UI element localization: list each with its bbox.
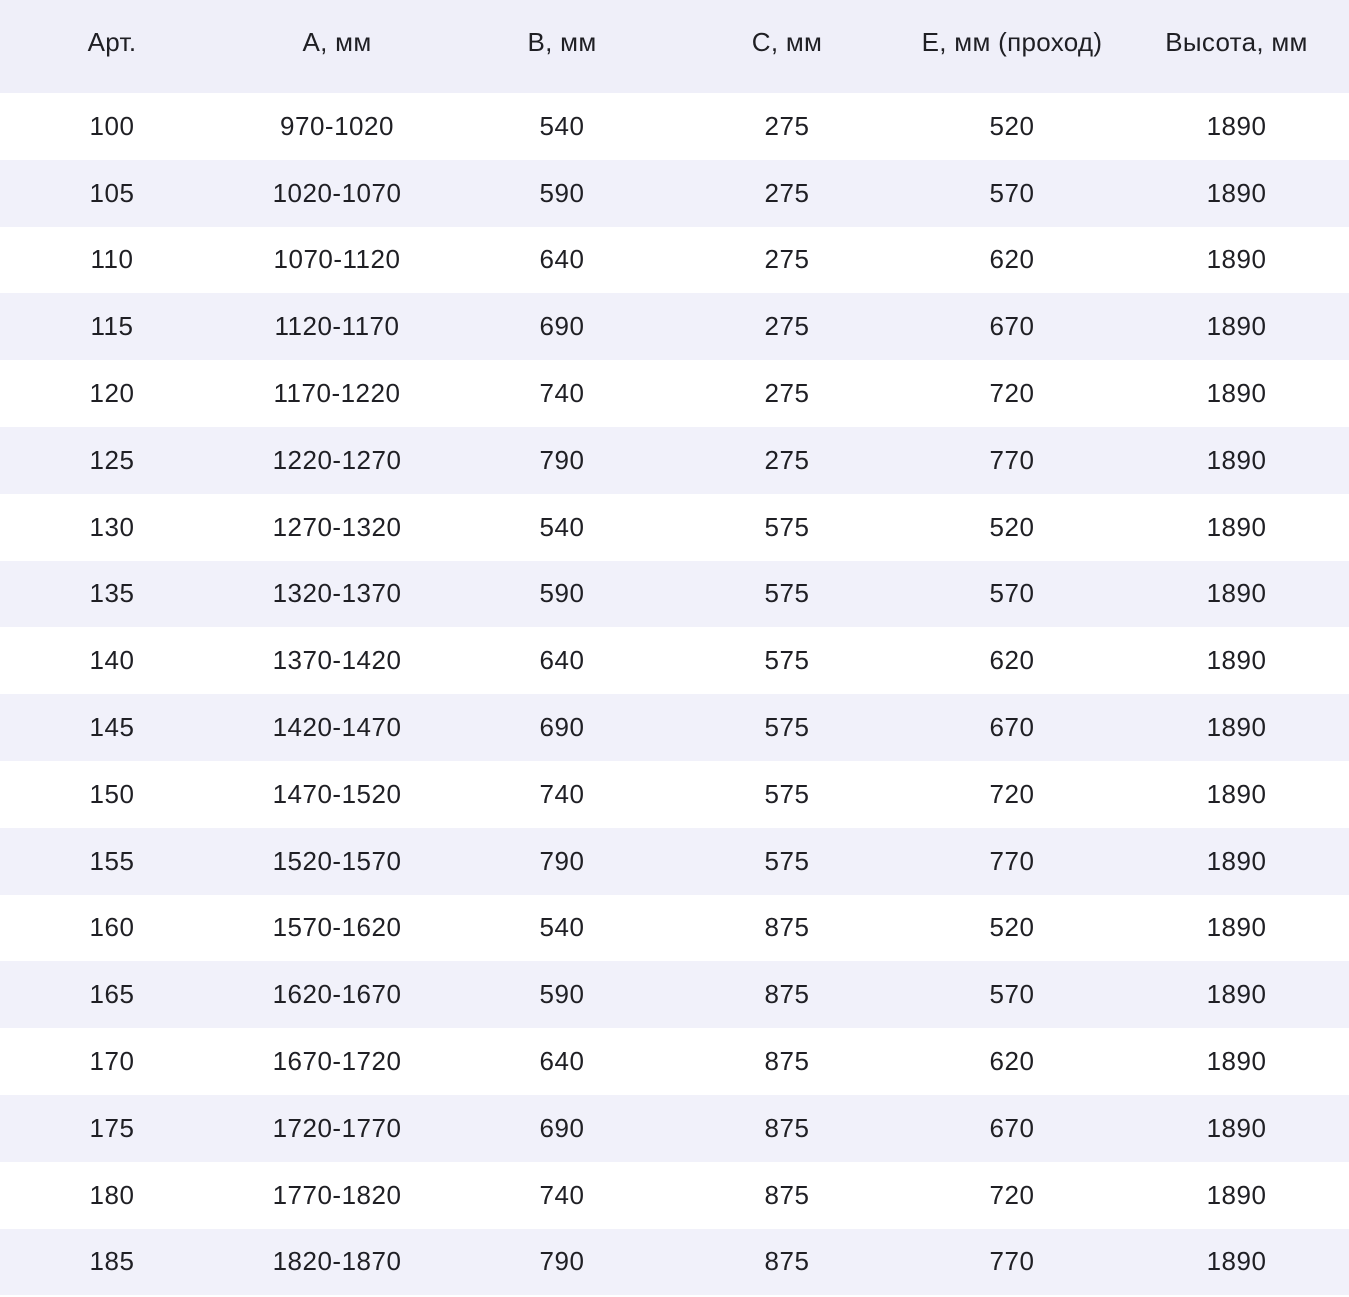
table-row	[0, 561, 1349, 628]
cell-a-mm: 1320-1370	[272, 578, 402, 609]
header-article: Арт.	[87, 26, 137, 57]
table-row	[0, 1028, 1349, 1095]
cell-height-mm: 1890	[1206, 177, 1267, 208]
cell-e-mm: 720	[989, 1179, 1035, 1210]
cell-article: 115	[90, 311, 134, 342]
cell-e-mm: 620	[989, 645, 1035, 676]
table-row	[0, 160, 1349, 227]
table-row	[0, 293, 1349, 360]
table-row	[0, 1095, 1349, 1162]
cell-a-mm: 1770-1820	[272, 1179, 402, 1210]
cell-e-mm: 520	[989, 511, 1035, 542]
table-row	[0, 427, 1349, 494]
cell-article: 130	[89, 511, 135, 542]
cell-b-mm: 540	[539, 110, 585, 141]
cell-e-mm: 670	[989, 1112, 1035, 1143]
cell-a-mm: 1720-1770	[272, 1112, 402, 1143]
table-row	[0, 494, 1349, 561]
cell-height-mm: 1890	[1206, 511, 1267, 542]
table-row	[0, 1162, 1349, 1229]
cell-height-mm: 1890	[1206, 979, 1267, 1010]
cell-height-mm: 1890	[1206, 712, 1267, 743]
cell-a-mm: 1620-1670	[272, 979, 402, 1010]
cell-article: 140	[89, 645, 135, 676]
cell-article: 160	[89, 912, 135, 943]
cell-b-mm: 740	[539, 1179, 585, 1210]
cell-article: 185	[89, 1246, 135, 1277]
cell-b-mm: 640	[539, 1046, 585, 1077]
cell-article: 150	[89, 778, 135, 809]
table-row	[0, 227, 1349, 294]
cell-b-mm: 590	[539, 979, 585, 1010]
cell-c-mm: 575	[764, 645, 810, 676]
cell-a-mm: 970-1020	[280, 110, 394, 141]
cell-c-mm: 275	[764, 110, 810, 141]
header-e-mm-passage: Е, мм (проход)	[921, 26, 1103, 57]
cell-b-mm: 790	[539, 1246, 585, 1277]
cell-e-mm: 570	[989, 979, 1035, 1010]
cell-height-mm: 1890	[1206, 1046, 1267, 1077]
cell-a-mm: 1370-1420	[272, 645, 402, 676]
cell-article: 175	[89, 1112, 135, 1143]
cell-a-mm: 1070-1120	[273, 244, 401, 275]
cell-c-mm: 275	[764, 244, 810, 275]
table-row	[0, 360, 1349, 427]
cell-article: 135	[89, 578, 135, 609]
table-header	[0, 0, 1349, 93]
cell-e-mm: 720	[989, 378, 1035, 409]
header-height-mm: Высота, мм	[1165, 26, 1308, 57]
cell-b-mm: 540	[539, 912, 585, 943]
cell-e-mm: 770	[989, 845, 1035, 876]
cell-b-mm: 740	[539, 778, 585, 809]
cell-c-mm: 875	[764, 979, 810, 1010]
cell-height-mm: 1890	[1206, 1246, 1267, 1277]
header-row	[0, 0, 1349, 93]
table-row	[0, 627, 1349, 694]
cell-a-mm: 1170-1220	[273, 378, 401, 409]
table-body	[0, 93, 1349, 1295]
cell-c-mm: 275	[764, 311, 810, 342]
cell-article: 165	[89, 979, 135, 1010]
table-row	[0, 828, 1349, 895]
cell-b-mm: 590	[539, 177, 585, 208]
cell-height-mm: 1890	[1206, 378, 1267, 409]
cell-article: 155	[89, 845, 135, 876]
cell-a-mm: 1220-1270	[272, 444, 402, 475]
cell-e-mm: 670	[989, 311, 1035, 342]
cell-article: 100	[89, 110, 135, 141]
cell-a-mm: 1670-1720	[272, 1046, 402, 1077]
cell-e-mm: 670	[989, 712, 1035, 743]
table-row	[0, 93, 1349, 160]
cell-e-mm: 520	[989, 110, 1035, 141]
cell-e-mm: 570	[989, 177, 1035, 208]
table-row	[0, 694, 1349, 761]
cell-a-mm: 1120-1170	[274, 311, 400, 342]
table-row	[0, 1229, 1349, 1296]
cell-a-mm: 1820-1870	[272, 1246, 402, 1277]
cell-e-mm: 570	[989, 578, 1035, 609]
cell-b-mm: 690	[539, 311, 585, 342]
cell-b-mm: 740	[539, 378, 585, 409]
cell-e-mm: 770	[989, 444, 1035, 475]
cell-height-mm: 1890	[1206, 845, 1267, 876]
cell-c-mm: 275	[764, 378, 810, 409]
cell-height-mm: 1890	[1206, 645, 1267, 676]
cell-b-mm: 790	[539, 444, 585, 475]
cell-c-mm: 575	[764, 578, 810, 609]
cell-height-mm: 1890	[1206, 311, 1267, 342]
cell-article: 105	[89, 177, 135, 208]
cell-c-mm: 575	[764, 712, 810, 743]
table-row	[0, 895, 1349, 962]
cell-b-mm: 640	[539, 645, 585, 676]
cell-b-mm: 590	[539, 578, 585, 609]
header-b-mm: В, мм	[527, 26, 597, 57]
cell-c-mm: 875	[764, 1179, 810, 1210]
cell-b-mm: 540	[539, 511, 585, 542]
cell-height-mm: 1890	[1206, 778, 1267, 809]
cell-height-mm: 1890	[1206, 1179, 1267, 1210]
cell-c-mm: 575	[764, 511, 810, 542]
cell-a-mm: 1270-1320	[272, 511, 402, 542]
cell-article: 170	[89, 1046, 135, 1077]
cell-height-mm: 1890	[1206, 244, 1267, 275]
cell-c-mm: 875	[764, 1046, 810, 1077]
cell-a-mm: 1520-1570	[272, 845, 402, 876]
cell-height-mm: 1890	[1206, 110, 1267, 141]
cell-c-mm: 275	[764, 444, 810, 475]
cell-b-mm: 690	[539, 1112, 585, 1143]
cell-c-mm: 575	[764, 845, 810, 876]
cell-article: 180	[89, 1179, 135, 1210]
cell-article: 110	[90, 244, 134, 275]
cell-e-mm: 720	[989, 778, 1035, 809]
cell-article: 145	[89, 712, 135, 743]
cell-height-mm: 1890	[1206, 444, 1267, 475]
cell-e-mm: 770	[989, 1246, 1035, 1277]
cell-a-mm: 1470-1520	[272, 778, 402, 809]
cell-c-mm: 275	[764, 177, 810, 208]
cell-c-mm: 875	[764, 1246, 810, 1277]
cell-b-mm: 690	[539, 712, 585, 743]
cell-a-mm: 1570-1620	[272, 912, 402, 943]
cell-c-mm: 875	[764, 1112, 810, 1143]
cell-height-mm: 1890	[1206, 912, 1267, 943]
cell-a-mm: 1020-1070	[272, 177, 402, 208]
cell-a-mm: 1420-1470	[272, 712, 402, 743]
cell-b-mm: 790	[539, 845, 585, 876]
cell-c-mm: 875	[764, 912, 810, 943]
cell-article: 125	[89, 444, 135, 475]
cell-height-mm: 1890	[1206, 578, 1267, 609]
cell-article: 120	[89, 378, 135, 409]
table-row	[0, 961, 1349, 1028]
header-c-mm: С, мм	[751, 26, 823, 57]
cell-e-mm: 620	[989, 1046, 1035, 1077]
cell-e-mm: 520	[989, 912, 1035, 943]
cell-b-mm: 640	[539, 244, 585, 275]
header-a-mm: А, мм	[302, 26, 372, 57]
cell-c-mm: 575	[764, 778, 810, 809]
cell-height-mm: 1890	[1206, 1112, 1267, 1143]
cell-e-mm: 620	[989, 244, 1035, 275]
table-row	[0, 761, 1349, 828]
